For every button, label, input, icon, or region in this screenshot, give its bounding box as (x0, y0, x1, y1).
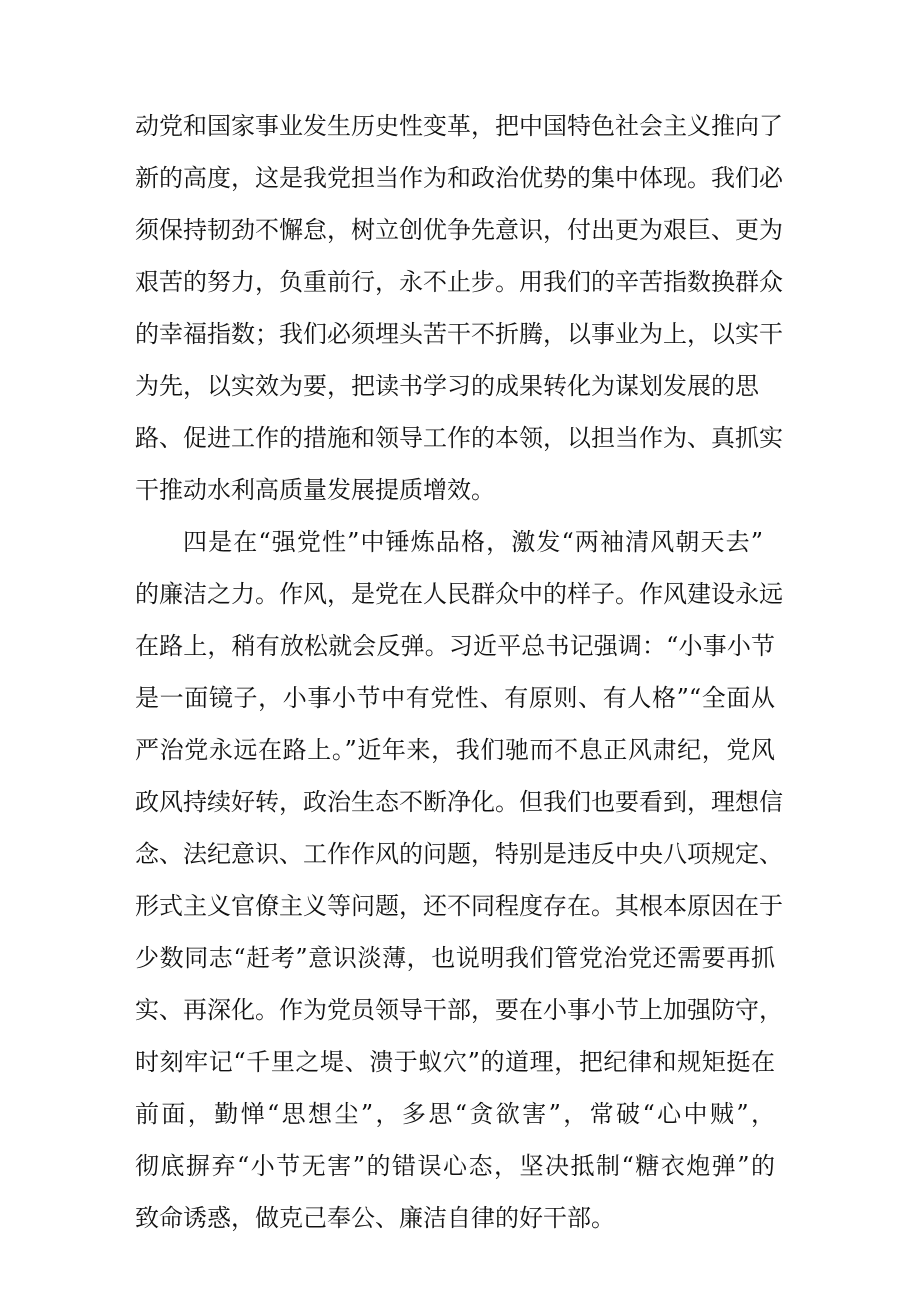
paragraph-1-line-5: 的幸福指数；我们必须埋头苦干不折腾，以事业为上，以实干 (135, 320, 783, 348)
paragraph-2-line-2: 的廉洁之力。作风，是党在人民群众中的样子。作风建设永远 (135, 580, 783, 608)
paragraph-1-line-3: 须保持韧劲不懈怠，树立创优争先意识，付出更为艰巨、更为 (135, 216, 783, 244)
paragraph-1-line-8: 干推动水利高质量发展提质增效。 (135, 476, 495, 504)
paragraph-2-line-7: 念、法纪意识、工作作风的问题，特别是违反中央八项规定、 (135, 840, 783, 868)
paragraph-1-line-2: 新的高度，这是我党担当作为和政治优势的集中体现。我们必 (135, 164, 783, 192)
paragraph-2-line-13: 彻底摒弃“小节无害”的错误心态，坚决抵制“糖衣炮弹”的 (135, 1152, 775, 1180)
paragraph-2-line-4: 是一面镜子，小事小节中有党性、有原则、有人格”“全面从 (135, 684, 775, 712)
paragraph-2-line-1: 四是在“强党性”中锤炼品格，激发“两袖清风朝天去” (183, 528, 763, 556)
paragraph-2-line-6: 政风持续好转，政治生态不断净化。但我们也要看到，理想信 (135, 788, 783, 816)
paragraph-2-line-3: 在路上，稍有放松就会反弹。习近平总书记强调：“小事小节 (135, 632, 775, 660)
paragraph-1-line-7: 路、促进工作的措施和领导工作的本领，以担当作为、真抓实 (135, 424, 783, 452)
paragraph-2-line-10: 实、再深化。作为党员领导干部，要在小事小节上加强防守， (135, 996, 783, 1024)
paragraph-2-line-11: 时刻牢记“千里之堤、溃于蚁穴”的道理，把纪律和规矩挺在 (135, 1048, 775, 1076)
paragraph-2-line-12: 前面，勤惮“思想尘”，多思“贪欲害”，常破“心中贼”， (135, 1100, 775, 1128)
paragraph-2-line-5: 严治党永远在路上。”近年来，我们驰而不息正风肃纪，党风 (135, 736, 775, 764)
paragraph-2-line-14: 致命诱惑，做克己奉公、廉洁自律的好干部。 (135, 1204, 615, 1232)
paragraph-1-line-1: 动党和国家事业发生历史性变革，把中国特色社会主义推向了 (135, 112, 783, 140)
paragraph-2-line-9: 少数同志“赶考”意识淡薄，也说明我们管党治党还需要再抓 (135, 944, 775, 972)
paragraph-1-line-4: 艰苦的努力，负重前行，永不止步。用我们的辛苦指数换群众 (135, 268, 783, 296)
paragraph-1-line-6: 为先，以实效为要，把读书学习的成果转化为谋划发展的思 (135, 372, 759, 400)
paragraph-2-line-8: 形式主义官僚主义等问题，还不同程度存在。其根本原因在于 (135, 892, 783, 920)
